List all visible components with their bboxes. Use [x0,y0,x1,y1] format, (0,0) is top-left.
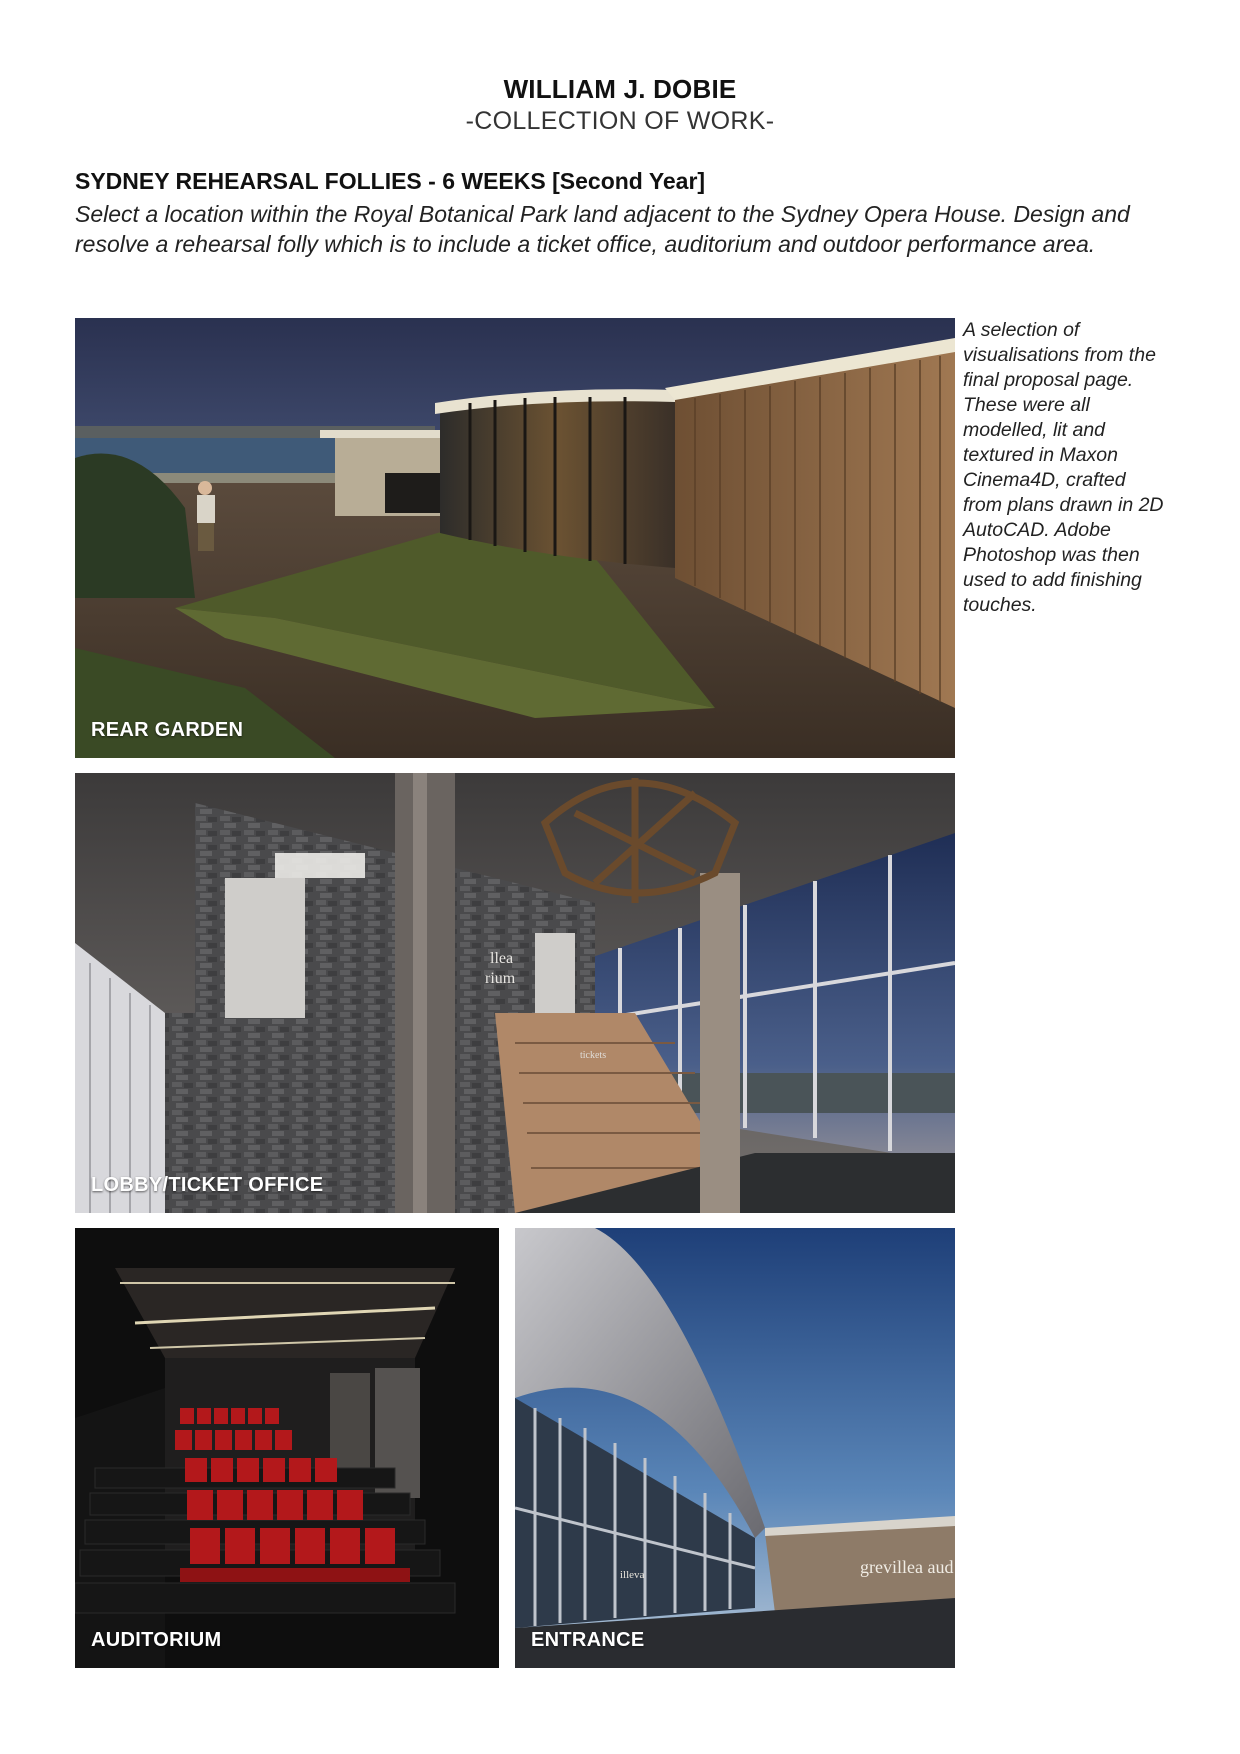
project-brief: Select a location within the Royal Botanical Park land adjacent to the Sydney Opera House. Design and resolve a rehearsal folly which is to include a ticket office, auditorium and outdoor performance area. [75,201,1130,257]
project-title: SYDNEY REHEARSAL FOLLIES - 6 WEEKS [Second Year] [75,168,706,194]
image-lobby-ticket-office [75,773,955,1213]
image-entrance [515,1228,955,1668]
caption-lobby: LOBBY/TICKET OFFICE [91,1174,324,1196]
entrance-facade-sign: grevillea aud [860,1557,954,1577]
entrance-render [515,1228,955,1668]
tickets-sign: tickets [580,1050,607,1061]
image-rear-garden [75,318,955,758]
entrance-door-sign: illeva [620,1569,645,1581]
lobby-render [75,773,955,1213]
side-note: A selection of visualisations from the final proposal page. These were all modelled, lit and textured in Maxon Cinema4D, crafted from plans drawn in 2D AutoCAD. Adobe Photoshop was then used to add finishing touches. [963,319,1164,616]
rear-garden-render [75,318,955,758]
caption-entrance: ENTRANCE [531,1629,645,1651]
auditorium-render [75,1228,499,1668]
caption-rear-garden: REAR GARDEN [91,719,244,741]
caption-auditorium: AUDITORIUM [91,1629,222,1651]
image-auditorium [75,1228,499,1668]
lobby-sign-line-1: llea [490,950,514,967]
lobby-sign-line-2: rium [485,970,516,987]
collection-subtitle: -COLLECTION OF WORK- [465,107,775,135]
author-name: WILLIAM J. DOBIE [503,74,737,104]
